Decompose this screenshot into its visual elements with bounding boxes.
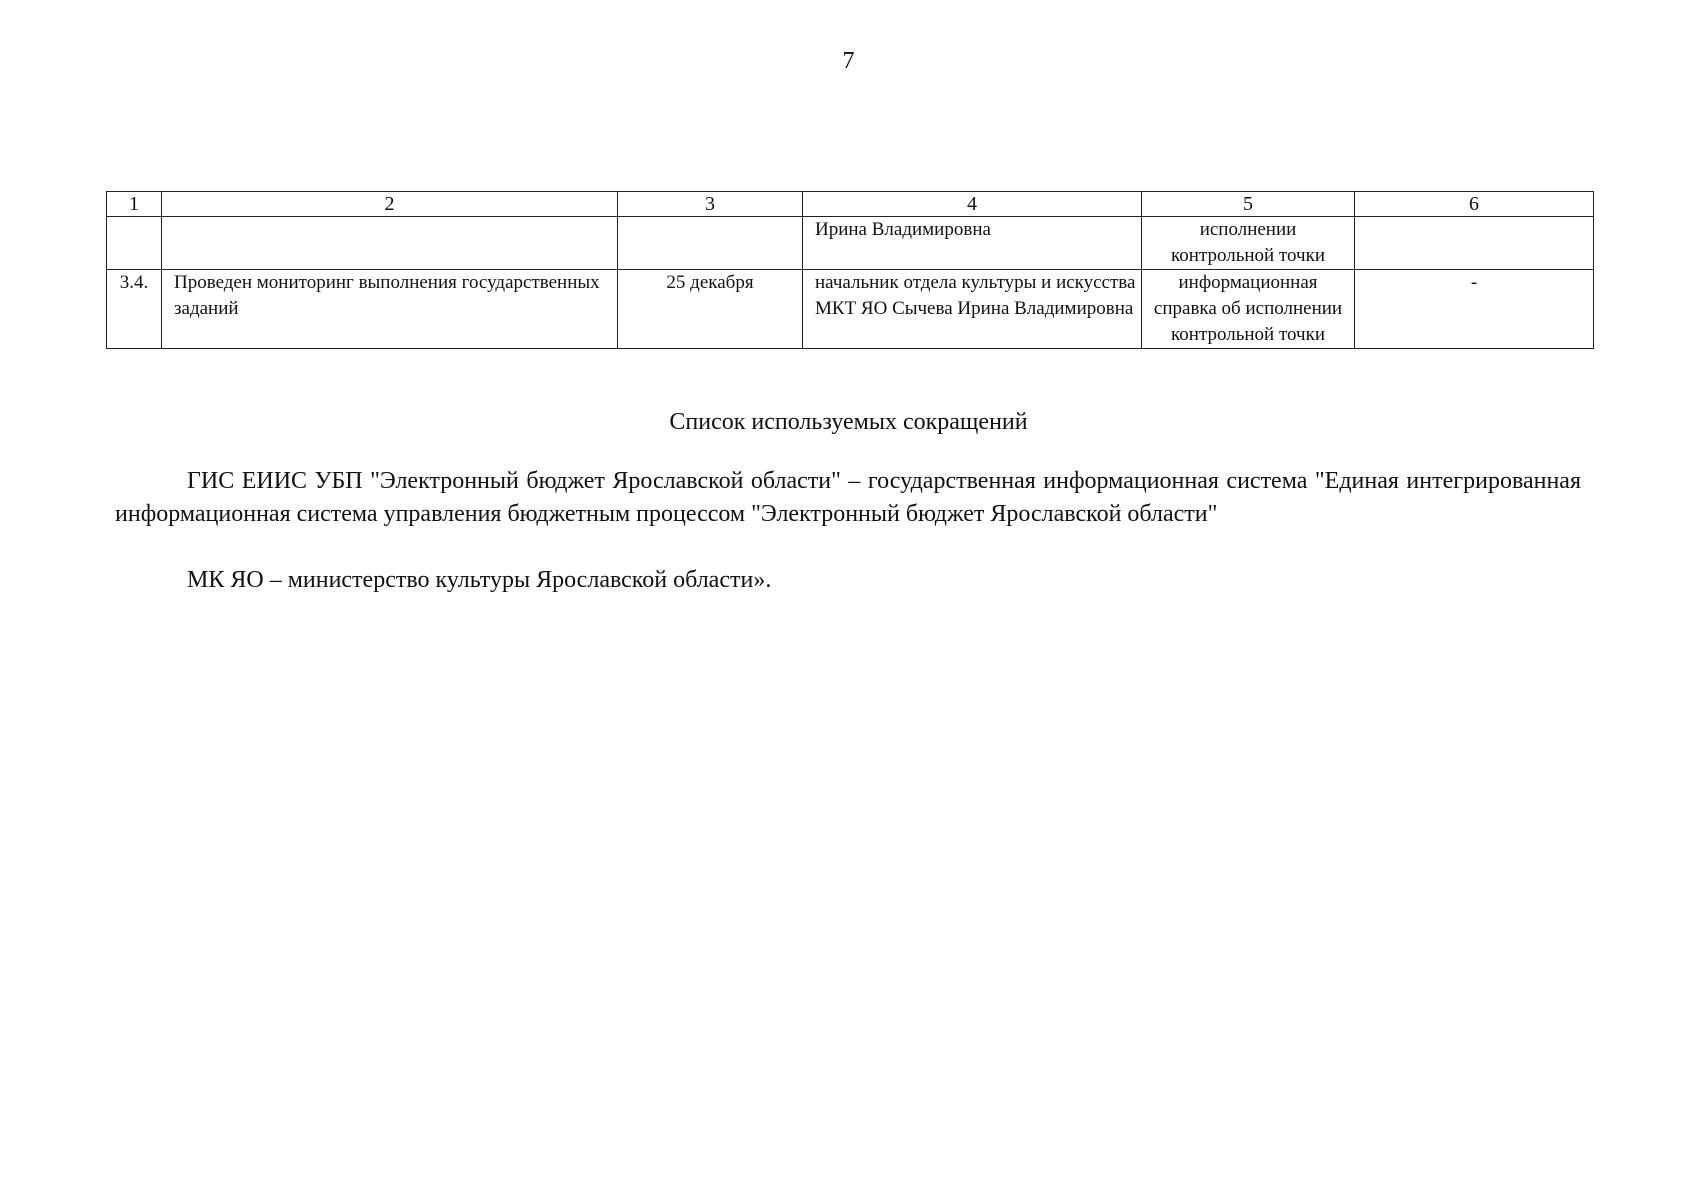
column-header: 2 — [162, 192, 618, 217]
table-cell-number — [107, 217, 162, 270]
column-header: 1 — [107, 192, 162, 217]
table-row — [107, 270, 1594, 349]
table-cell-responsible: начальник отдела культуры и искусства МКТ ЯО Сычева Ирина Владимировна — [803, 270, 1142, 349]
table-row — [107, 217, 1594, 270]
table-cell-note: - — [1355, 270, 1594, 349]
table-cell-document: информационная справка об исполнении контрольной точки — [1142, 270, 1355, 349]
plan-table — [106, 191, 1594, 349]
table-cell-event — [162, 217, 618, 270]
abbreviation-item: ГИС ЕИИС УБП "Электронный бюджет Ярославской области" – государственная информационная система "Единая интегрированная информационная система управления бюджетным процессом "Электронный бюджет Ярославской области" — [115, 468, 1581, 527]
table-header-row — [107, 192, 1594, 217]
abbreviation-item: МК ЯО – министерство культуры Ярославской области». — [187, 567, 772, 593]
table-cell-event: Проведен мониторинг выполнения государственных заданий — [162, 270, 618, 349]
column-header: 3 — [618, 192, 803, 217]
column-header: 5 — [1142, 192, 1355, 217]
column-header: 6 — [1355, 192, 1594, 217]
page-number: 7 — [842, 48, 855, 74]
table-cell-document: исполнении контрольной точки — [1142, 217, 1355, 270]
abbreviations-title: Список используемых сокращений — [669, 409, 1028, 435]
table-cell-date — [618, 217, 803, 270]
table-cell-date: 25 декабря — [618, 270, 803, 349]
table-cell-number: 3.4. — [107, 270, 162, 349]
table-cell-note — [1355, 217, 1594, 270]
column-header: 4 — [803, 192, 1142, 217]
table-cell-responsible: Ирина Владимировна — [803, 217, 1142, 270]
